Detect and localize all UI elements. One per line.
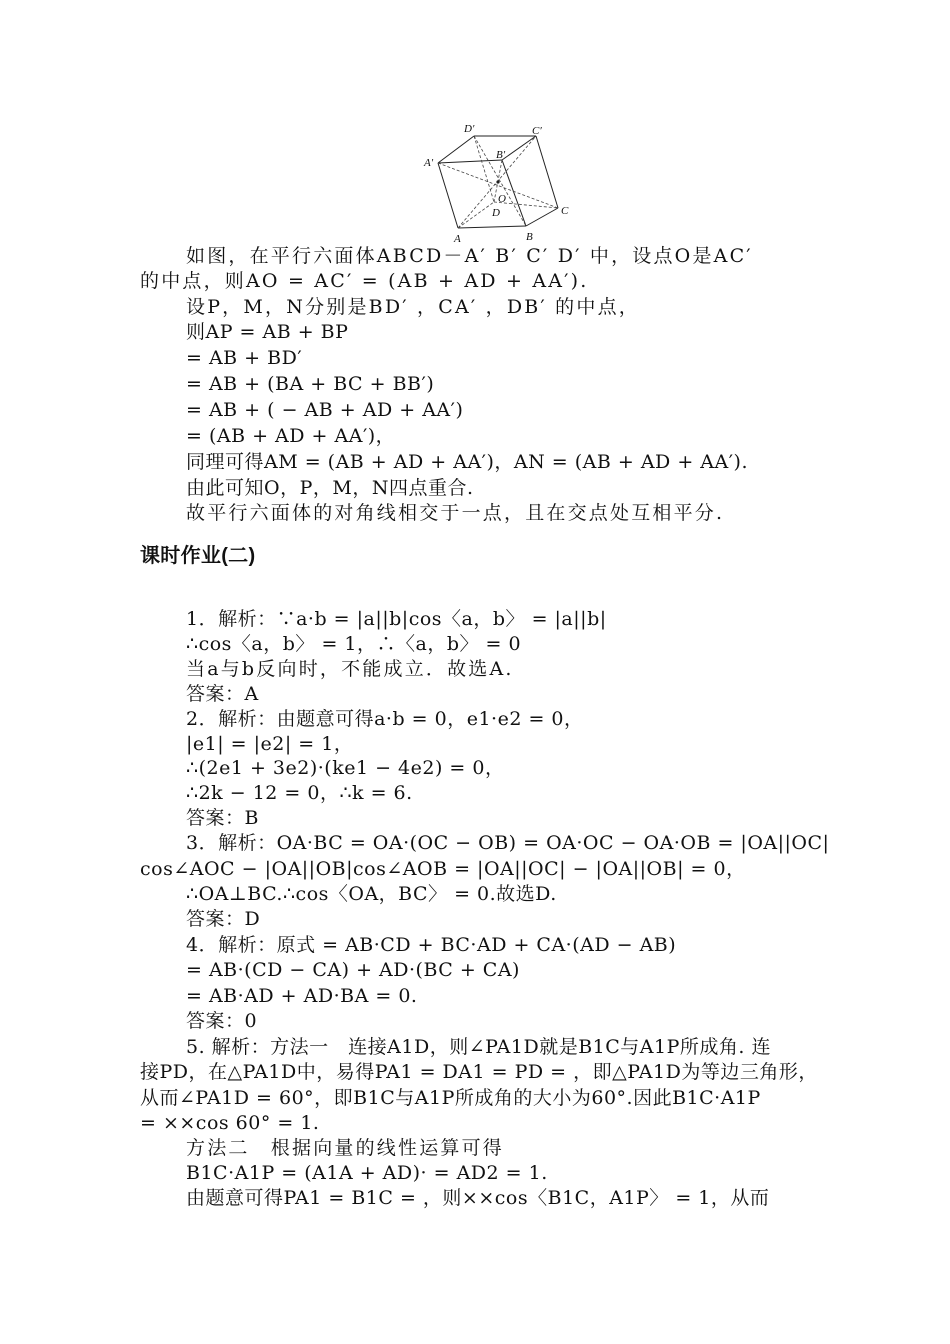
solution-line: ∴(2e1 + 3e2)·(ke1 − 4e2) = 0， [186,757,505,779]
solution-line: 3．解析：OA·BC = OA·(OC − OB) = OA·OC − OA·OB = |OA||OC| [186,832,830,854]
answer-line: 答案：A [186,683,259,705]
solution-line: ∴2k − 12 = 0，∴k = 6. [186,782,413,804]
solution-line: 当a与b反向时，不能成立．故选A. [186,658,514,680]
label-o: O [498,193,506,205]
proof-line: 由此可知O，P，M，N四点重合. [186,477,474,499]
solution-line: = ××cos 60° = 1. [140,1112,320,1134]
proof-line: 则AP = AB + BP [186,321,349,343]
label-b-prime: B′ [496,149,506,161]
proof-line: 同理可得AM = (AB + AD + AA′)，AN = (AB + AD + AA′). [186,451,748,473]
proof-line: 故平行六面体的对角线相交于一点，且在交点处互相平分. [186,502,725,524]
label-c-prime: C′ [532,125,542,137]
label-a: A [454,233,461,244]
proof-line: 如图，在平行六面体ABCD－A′ B′ C′ D′ 中，设点O是AC′ [186,245,753,267]
solution-line: 方法二 根据向量的线性运算可得 [186,1137,505,1159]
label-d-prime: D′ [464,123,475,135]
proof-line: 的中点，则AO = AC′ = (AB + AD + AA′). [140,270,589,292]
solution-line: 从而∠PA1D = 60°，即B1C与A1P所成角的大小为60°.因此B1C·A1P [140,1087,761,1109]
solution-line: = AB·(CD − CA) + AD·(BC + CA) [186,959,520,981]
solution-line: 4．解析：原式 = AB·CD + BC·AD + CA·(AD − AB) [186,934,677,956]
label-d: D [492,207,500,219]
answer-line: 答案：B [186,807,259,829]
solution-line: 1．解析：∵a·b = |a||b|cos〈a，b〉 = |a||b| [186,608,607,630]
section-title: 课时作业(二) [140,545,256,567]
proof-line: = AB + BD′ [186,347,303,369]
label-c: C [561,205,569,217]
solution-line: |e1| = |e2| = 1， [186,733,354,755]
solution-line: 接PD，在△PA1D中，易得PA1 = DA1 = PD = ，即△PA1D为等边三角形， [140,1061,818,1083]
center-point-o [496,180,499,183]
answer-line: 答案：0 [186,1010,258,1032]
label-a-prime: A′ [424,157,434,169]
solution-line: 2．解析：由题意可得a·b = 0，e1·e2 = 0， [186,708,584,730]
proof-line: = AB + (BA + BC + BB′) [186,373,435,395]
answer-line: 答案：D [186,908,261,930]
solution-line: 5. 解析：方法一 连接A1D，则∠PA1D就是B1C与A1P所成角. 连 [186,1036,771,1058]
solution-line: ∴cos〈a，b〉 = 1，∴〈a，b〉 = 0 [186,633,522,655]
solution-line: cos∠AOC − |OA||OB|cos∠AOB = |OA||OC| − |OA||OB| = 0， [140,858,746,880]
label-b: B [526,231,533,243]
proof-line: = AB + ( − AB + AD + AA′) [186,399,464,421]
solution-line: 由题意可得PA1 = B1C = ，则××cos〈B1C，A1P〉 = 1，从而 [186,1187,770,1209]
proof-line: 设P，M，N分别是BD′ ，CA′ ，DB′ 的中点， [186,296,640,318]
solution-line: ∴OA⊥BC.∴cos〈OA，BC〉 = 0.故选D. [186,883,557,905]
proof-line: = (AB + AD + AA′)， [186,425,396,447]
solution-line: B1C·A1P = (A1A + AD)· = AD2 = 1. [186,1162,548,1184]
solution-line: = AB·AD + AD·BA = 0. [186,985,418,1007]
parallelepiped-figure [418,120,578,244]
